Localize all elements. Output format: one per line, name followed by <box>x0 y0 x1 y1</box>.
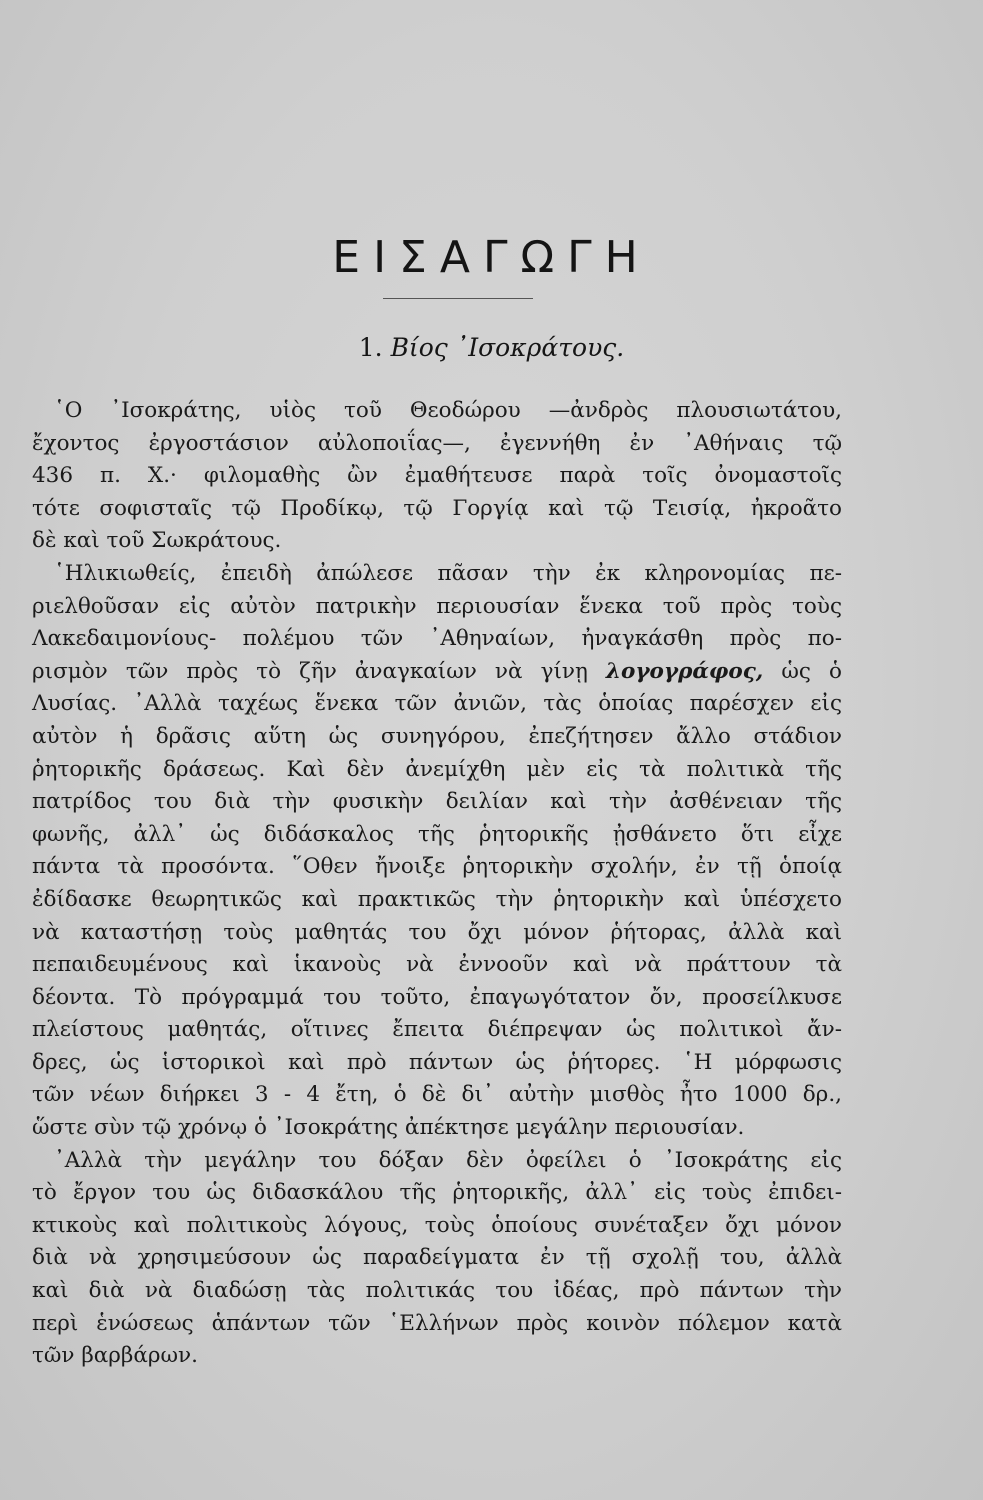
text-segment: ὡς ὁ <box>781 658 842 684</box>
emphasized-term: λογογράφος, <box>605 658 764 684</box>
section-title-text: Βίος ᾿Ισοκράτους. <box>390 333 625 362</box>
text-line: ῥητορικῆς δράσεως. Καὶ δὲν ἀνεμίχθη μὲν εἰς τὰ πολιτικὰ τῆς <box>32 756 842 782</box>
paragraph <box>32 1145 842 1373</box>
text-line-with-emphasis <box>32 656 842 689</box>
text-line: ᾿Αλλὰ τὴν μεγάλην του δόξαν δὲν ὀφείλει ὁ ᾿Ισοκράτης εἰς <box>54 1147 842 1173</box>
text-line: πάντα τὰ προσόντα. ῞Οθεν ἤνοιξε ῥητορικὴν σχολήν, ἐν τῇ ὁποίᾳ <box>32 854 842 880</box>
text-line: διὰ νὰ χρησιμεύσουν ὡς παραδείγματα ἐν τῇ σχολῇ του, ἀλλὰ <box>32 1245 842 1271</box>
text-line: δὲ καὶ τοῦ Σωκράτους. <box>32 528 282 554</box>
text-line: ὥστε σὺν τῷ χρόνῳ ὁ ᾿Ισοκράτης ἀπέκτησε μεγάλην περιουσίαν. <box>32 1115 745 1141</box>
text-line: ἐδίδασκε θεωρητικῶς καὶ πρακτικῶς τὴν ῥητορικὴν καὶ ὑπέσχετο <box>32 886 842 912</box>
text-line: νὰ καταστήσῃ τοὺς μαθητάς του ὄχι μόνον ῥήτορας, ἀλλὰ καὶ <box>32 919 842 945</box>
paragraph <box>32 558 842 1145</box>
text-line: φωνῆς, ἀλλ᾿ ὡς διδάσκαλος τῆς ῥητορικῆς ᾐσθάνετο ὅτι εἶχε <box>32 821 842 847</box>
text-line: Λακεδαιμονίους- πολέμου τῶν ᾿Αθηναίων, ἠναγκάσθη πρὸς πο- <box>32 626 842 652</box>
text-line: Λυσίας. ᾿Αλλὰ ταχέως ἕνεκα τῶν ἀνιῶν, τὰς ὁποίας παρέσχεν εἰς <box>32 691 842 717</box>
text-line: ριελθοῦσαν εἰς αὐτὸν πατρικὴν περιουσίαν ἕνεκα τοῦ πρὸς τοὺς <box>32 593 842 619</box>
text-segment: ρισμὸν τῶν πρὸς τὸ ζῆν ἀναγκαίων νὰ γίνῃ <box>32 658 588 684</box>
section-title <box>0 332 983 364</box>
body-text <box>32 395 842 1373</box>
text-line: καὶ διὰ νὰ διαδώσῃ τὰς πολιτικάς του ἰδέας, πρὸ πάντων τὴν <box>32 1278 842 1304</box>
section-number: 1. <box>358 333 383 362</box>
chapter-heading: ΕΙΣΑΓΩΓΗ <box>332 232 651 283</box>
text-line: κτικοὺς καὶ πολιτικοὺς λόγους, τοὺς ὁποίους συνέταξεν ὄχι μόνον <box>32 1212 842 1238</box>
heading-divider <box>383 298 533 299</box>
text-line: 436 π. Χ.· φιλομαθὴς ὢν ἐμαθήτευσε παρὰ τοῖς ὀνομαστοῖς <box>32 463 842 489</box>
text-line: ῾Ο ᾿Ισοκράτης, υἱὸς τοῦ Θεοδώρου —ἀνδρὸς πλουσιωτάτου, <box>54 398 842 423</box>
text-line: τῶν νέων διήρκει 3 - 4 ἔτη, ὁ δὲ δι᾿ αὐτὴν μισθὸς ἦτο 1000 δρ., <box>32 1082 842 1108</box>
text-line: πλείστους μαθητάς, οἵτινες ἔπειτα διέπρεψαν ὡς πολιτικοὶ ἄν- <box>32 1017 842 1043</box>
paragraph <box>32 395 842 558</box>
text-line: ἔχοντος ἐργοστάσιον αὐλοποιΐας—, ἐγεννήθη ἐν ᾿Αθήναις τῷ <box>32 430 842 456</box>
text-line: τότε σοφισταῖς τῷ Προδίκῳ, τῷ Γοργίᾳ καὶ τῷ Τεισίᾳ, ἠκροᾶτο <box>32 495 842 521</box>
text-line: δέοντα. Τὸ πρόγραμμά του τοῦτο, ἐπαγωγότατον ὄν, προσείλκυσε <box>32 984 842 1010</box>
text-line: πατρίδος του διὰ τὴν φυσικὴν δειλίαν καὶ τὴν ἀσθένειαν τῆς <box>32 789 842 815</box>
text-line: ῾Ηλικιωθείς, ἐπειδὴ ἀπώλεσε πᾶσαν τὴν ἐκ κληρονομίας πε- <box>54 560 842 586</box>
text-line: δρες, ὡς ἱστορικοὶ καὶ πρὸ πάντων ὡς ῥήτορες. ῾Η μόρφωσις <box>32 1049 842 1075</box>
text-line: τὸ ἔργον του ὡς διδασκάλου τῆς ῥητορικῆς, ἀλλ᾿ εἰς τοὺς ἐπιδει- <box>32 1180 842 1206</box>
text-line: πεπαιδευμένους καὶ ἱκανοὺς νὰ ἐννοοῦν καὶ νὰ πράττουν τὰ <box>32 952 842 978</box>
text-line: περὶ ἑνώσεως ἁπάντων τῶν ῾Ελλήνων πρὸς κοινὸν πόλεμον κατὰ <box>32 1310 842 1336</box>
text-line: τῶν βαρβάρων. <box>32 1343 198 1369</box>
text-line: αὐτὸν ἡ δρᾶσις αὕτη ὡς συνηγόρου, ἐπεζήτησεν ἄλλο στάδιον <box>32 723 842 749</box>
